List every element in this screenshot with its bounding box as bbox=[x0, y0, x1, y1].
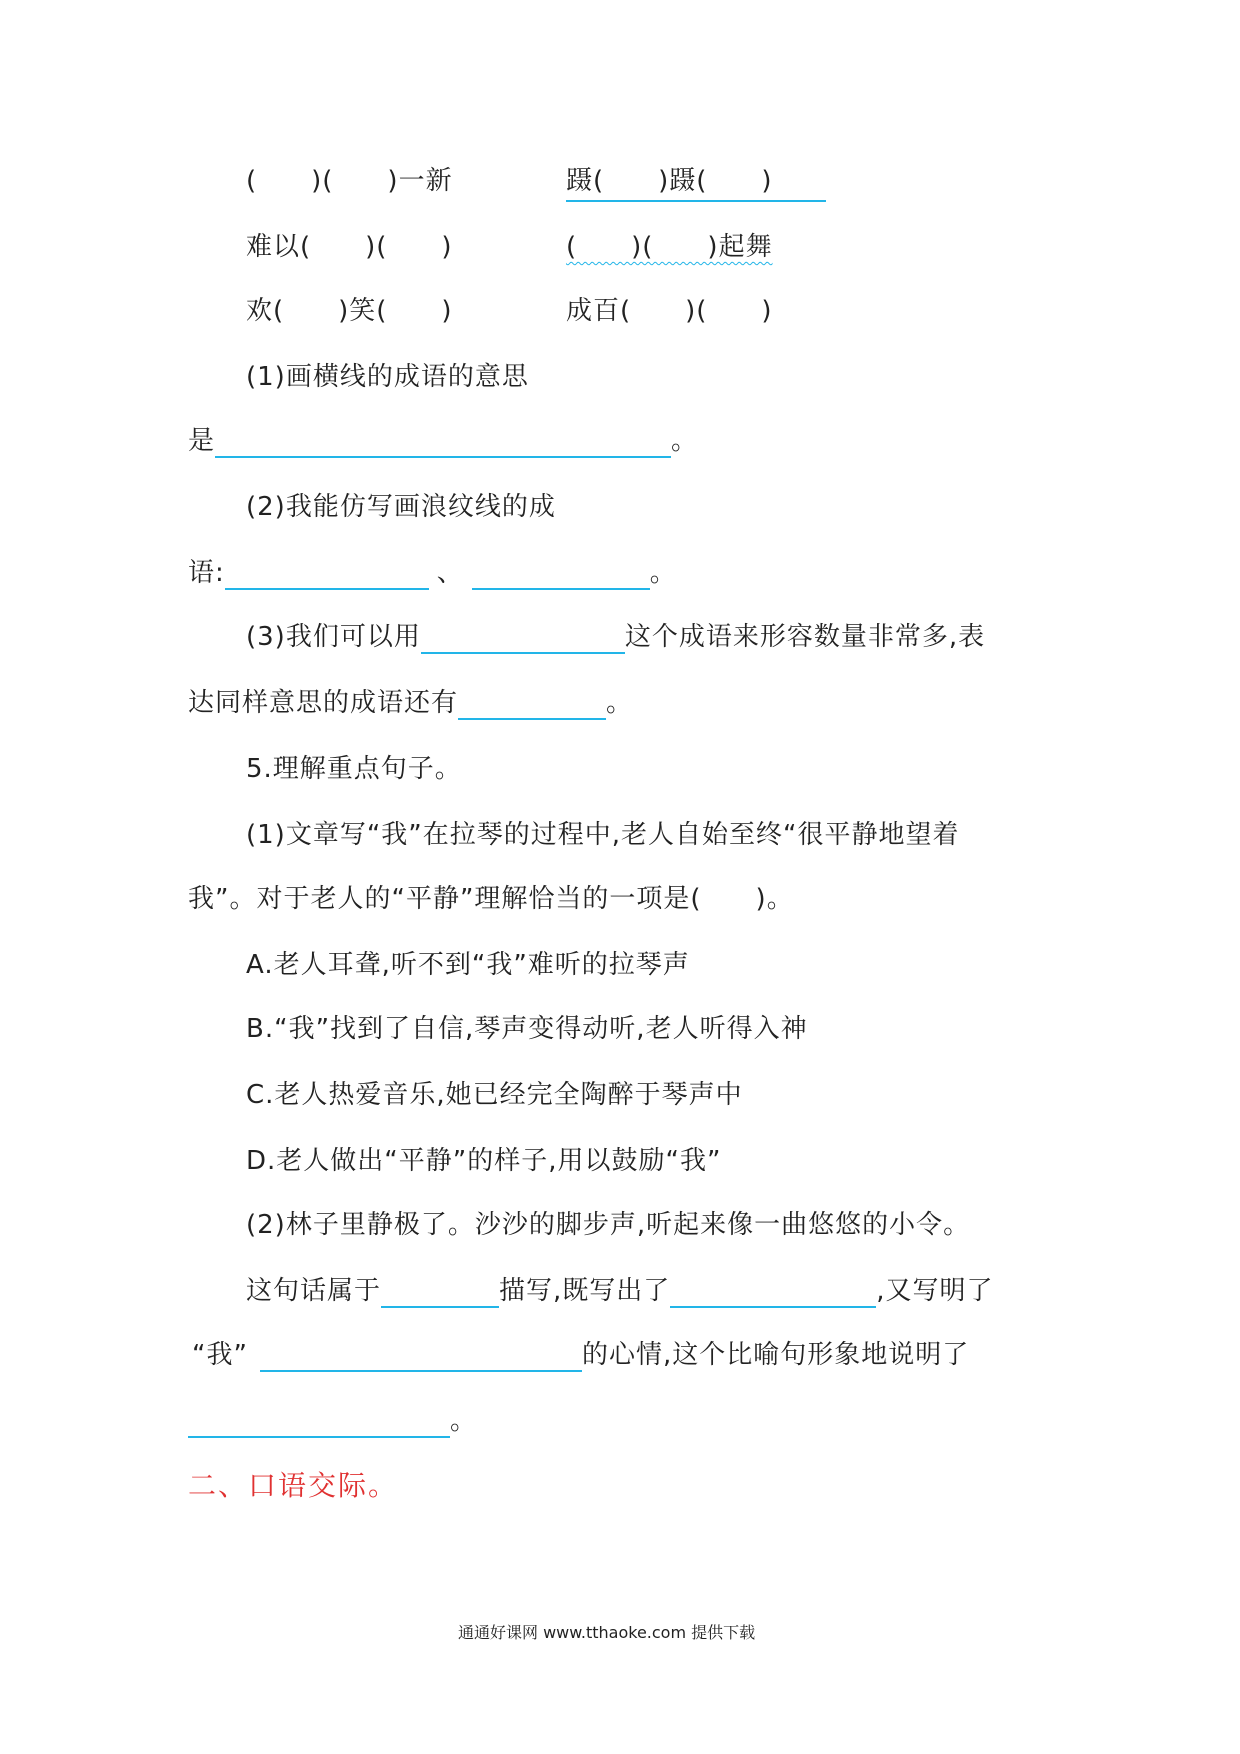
q5-s2: (2)林子里静极了。沙沙的脚步声,听起来像一曲悠悠的小令。 bbox=[246, 1210, 971, 1240]
q2-answer-line: 语: 、 。 bbox=[188, 558, 677, 588]
option-b[interactable]: B.“我”找到了自信,琴声变得动听,老人听得入神 bbox=[246, 1014, 808, 1044]
section-2-title: 二、口语交际。 bbox=[188, 1469, 399, 1502]
q2-text: (2)我能仿写画浪纹线的成 bbox=[246, 492, 556, 522]
idiom-row3-left: 欢( )笑( ) bbox=[246, 296, 453, 326]
q5-s1-line2: 我”。对于老人的“平静”理解恰当的一项是( )。 bbox=[188, 884, 794, 914]
idiom-row1-left: ( )( )一新 bbox=[246, 166, 453, 196]
q3-blank-1[interactable] bbox=[421, 622, 625, 654]
q3-blank-2[interactable] bbox=[458, 688, 606, 720]
q5-blank-2[interactable] bbox=[670, 1276, 876, 1308]
q1-answer-line: 是 。 bbox=[188, 426, 699, 456]
q3-line1: (3)我们可以用 这个成语来形容数量非常多,表 bbox=[246, 622, 986, 652]
idiom-row1-right: 蹑( )蹑( ) bbox=[566, 164, 826, 202]
q5-title: 5.理解重点句子。 bbox=[246, 754, 462, 784]
q1-blank[interactable] bbox=[215, 426, 671, 458]
q2-blank-1[interactable] bbox=[225, 558, 429, 590]
idiom-row2-right: ( )( )起舞 bbox=[566, 232, 773, 262]
idiom-row3-right: 成百( )( ) bbox=[566, 296, 773, 326]
q5-s1-line1: (1)文章写“我”在拉琴的过程中,老人自始至终“很平静地望着 bbox=[246, 820, 960, 850]
q5-s2-answer-line1: 这句话属于 描写,既写出了 ,又写明了 bbox=[246, 1276, 994, 1306]
footer-credit: 通通好课网 www.tthaoke.com 提供下载 bbox=[458, 1623, 756, 1642]
q5-blank-3[interactable] bbox=[260, 1340, 582, 1372]
option-a[interactable]: A.老人耳聋,听不到“我”难听的拉琴声 bbox=[246, 950, 690, 980]
q5-s2-answer-line3: 。 bbox=[188, 1404, 477, 1438]
q2-blank-2[interactable] bbox=[472, 558, 650, 590]
option-c[interactable]: C.老人热爱音乐,她已经完全陶醉于琴声中 bbox=[246, 1080, 743, 1110]
q1-text: (1)画横线的成语的意思 bbox=[246, 362, 529, 392]
q5-blank-4[interactable] bbox=[188, 1406, 450, 1438]
q3-line2: 达同样意思的成语还有 。 bbox=[188, 688, 634, 718]
q5-s2-answer-line2: “我” 的心情,这个比喻句形象地说明了 bbox=[192, 1340, 970, 1370]
q5-blank-1[interactable] bbox=[381, 1276, 499, 1308]
option-d[interactable]: D.老人做出“平静”的样子,用以鼓励“我” bbox=[246, 1146, 722, 1176]
idiom-row2-left: 难以( )( ) bbox=[246, 232, 453, 262]
